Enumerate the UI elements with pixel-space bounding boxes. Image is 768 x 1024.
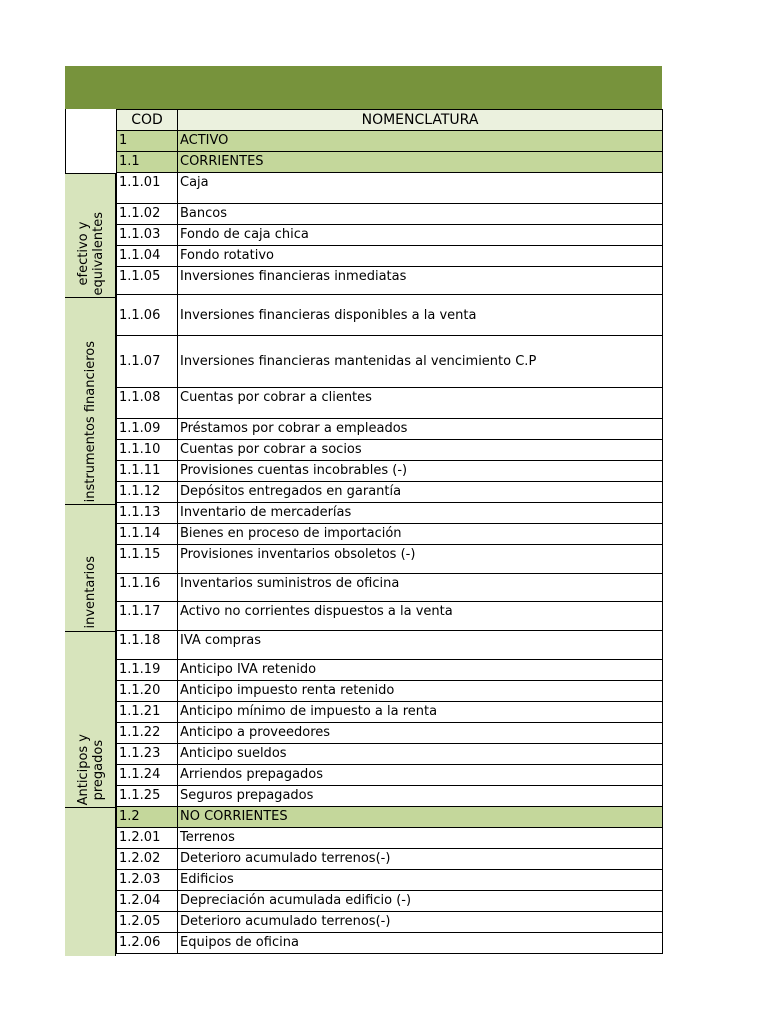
chart-of-accounts-table — [116, 109, 663, 954]
account-name: Inventario de mercaderías — [178, 503, 663, 524]
account-row — [117, 545, 663, 574]
account-code: 1.1.18 — [117, 631, 178, 660]
account-code: 1.1.01 — [117, 173, 178, 204]
account-name: Inversiones financieras mantenidas al vencimiento C.P — [178, 336, 663, 388]
account-row — [117, 933, 663, 954]
account-row — [117, 723, 663, 744]
account-code: 1 — [117, 131, 178, 152]
account-row — [117, 849, 663, 870]
account-row — [117, 267, 663, 295]
account-code: 1.1.14 — [117, 524, 178, 545]
account-row — [117, 461, 663, 482]
account-name: Deterioro acumulado terrenos(-) — [178, 849, 663, 870]
account-code: 1.1.08 — [117, 388, 178, 419]
category-label: efectivo y equivalentes — [75, 211, 106, 295]
account-row — [117, 173, 663, 204]
account-row — [117, 660, 663, 681]
account-row — [117, 828, 663, 849]
account-code: 1.1.07 — [117, 336, 178, 388]
account-name: CORRIENTES — [178, 152, 663, 173]
account-name: Bancos — [178, 204, 663, 225]
account-code: 1.2.04 — [117, 891, 178, 912]
account-name: IVA compras — [178, 631, 663, 660]
account-code: 1.1.15 — [117, 545, 178, 574]
account-code: 1.1.21 — [117, 702, 178, 723]
account-name: Cuentas por cobrar a socios — [178, 440, 663, 461]
account-name: Depósitos entregados en garantía — [178, 482, 663, 503]
account-code: 1.1.09 — [117, 419, 178, 440]
account-code: 1.1.06 — [117, 295, 178, 336]
category-label: instrumentos financieros — [83, 340, 98, 502]
account-code: 1.1.03 — [117, 225, 178, 246]
account-row — [117, 246, 663, 267]
header-row — [117, 110, 663, 131]
account-code: 1.1.23 — [117, 744, 178, 765]
account-name: Anticipo sueldos — [178, 744, 663, 765]
account-code: 1.2.06 — [117, 933, 178, 954]
account-name: Terrenos — [178, 828, 663, 849]
account-code: 1.1 — [117, 152, 178, 173]
account-row — [117, 891, 663, 912]
account-name: Depreciación acumulada edificio (-) — [178, 891, 663, 912]
account-code: 1.1.12 — [117, 482, 178, 503]
account-code: 1.1.20 — [117, 681, 178, 702]
account-name: Edificios — [178, 870, 663, 891]
account-row — [117, 295, 663, 336]
account-code: 1.1.02 — [117, 204, 178, 225]
account-code: 1.1.25 — [117, 786, 178, 807]
account-row — [117, 482, 663, 503]
account-name: Fondo de caja chica — [178, 225, 663, 246]
account-code: 1.1.05 — [117, 267, 178, 295]
account-row — [117, 503, 663, 524]
account-name: Deterioro acumulado terrenos(-) — [178, 912, 663, 933]
account-row — [117, 631, 663, 660]
category-column — [65, 0, 117, 1024]
account-row — [117, 870, 663, 891]
account-name: Inversiones financieras disponibles a la venta — [178, 295, 663, 336]
category-section — [65, 505, 116, 632]
account-code: 1.2.02 — [117, 849, 178, 870]
account-name: Fondo rotativo — [178, 246, 663, 267]
account-code: 1.2.05 — [117, 912, 178, 933]
account-row — [117, 225, 663, 246]
code-column-header: COD — [117, 110, 178, 131]
account-code: 1.1.10 — [117, 440, 178, 461]
account-row — [117, 912, 663, 933]
account-row — [117, 388, 663, 419]
account-name: Seguros prepagados — [178, 786, 663, 807]
account-row — [117, 524, 663, 545]
account-code: 1.1.17 — [117, 602, 178, 631]
category-section — [65, 174, 116, 298]
group-heading-row — [117, 131, 663, 152]
account-row — [117, 419, 663, 440]
account-code: 1.1.16 — [117, 574, 178, 602]
account-code: 1.1.04 — [117, 246, 178, 267]
category-label: inventarios — [83, 556, 98, 629]
account-name: Préstamos por cobrar a empleados — [178, 419, 663, 440]
account-code: 1.2.01 — [117, 828, 178, 849]
account-name: Arriendos prepagados — [178, 765, 663, 786]
account-code: 1.2 — [117, 807, 178, 828]
account-name: Cuentas por cobrar a clientes — [178, 388, 663, 419]
account-name: Bienes en proceso de importación — [178, 524, 663, 545]
account-row — [117, 702, 663, 723]
group-heading-row — [117, 152, 663, 173]
account-row — [117, 602, 663, 631]
account-row — [117, 765, 663, 786]
account-name: Activo no corrientes dispuestos a la venta — [178, 602, 663, 631]
account-name: Caja — [178, 173, 663, 204]
account-row — [117, 440, 663, 461]
category-section — [65, 298, 116, 505]
account-name: Provisiones inventarios obsoletos (-) — [178, 545, 663, 574]
account-row — [117, 681, 663, 702]
account-code: 1.1.24 — [117, 765, 178, 786]
account-row — [117, 574, 663, 602]
account-code: 1.1.13 — [117, 503, 178, 524]
account-name: Anticipo a proveedores — [178, 723, 663, 744]
account-name: Provisiones cuentas incobrables (-) — [178, 461, 663, 482]
account-row — [117, 786, 663, 807]
category-label: Anticipos y pregados — [75, 733, 106, 805]
account-code: 1.1.11 — [117, 461, 178, 482]
account-name: Inventarios suministros de oficina — [178, 574, 663, 602]
account-name: Anticipo mínimo de impuesto a la renta — [178, 702, 663, 723]
account-row — [117, 744, 663, 765]
group-heading-row — [117, 807, 663, 828]
title-banner — [65, 66, 662, 109]
account-name: Equipos de oficina — [178, 933, 663, 954]
account-row — [117, 336, 663, 388]
account-name: Anticipo IVA retenido — [178, 660, 663, 681]
account-name: NO CORRIENTES — [178, 807, 663, 828]
account-name: Inversiones financieras inmediatas — [178, 267, 663, 295]
name-column-header: NOMENCLATURA — [178, 110, 663, 131]
account-name: Anticipo impuesto renta retenido — [178, 681, 663, 702]
account-code: 1.1.22 — [117, 723, 178, 744]
account-code: 1.1.19 — [117, 660, 178, 681]
category-section — [65, 808, 116, 956]
account-row — [117, 204, 663, 225]
account-name: ACTIVO — [178, 131, 663, 152]
category-section — [65, 632, 116, 808]
account-code: 1.2.03 — [117, 870, 178, 891]
